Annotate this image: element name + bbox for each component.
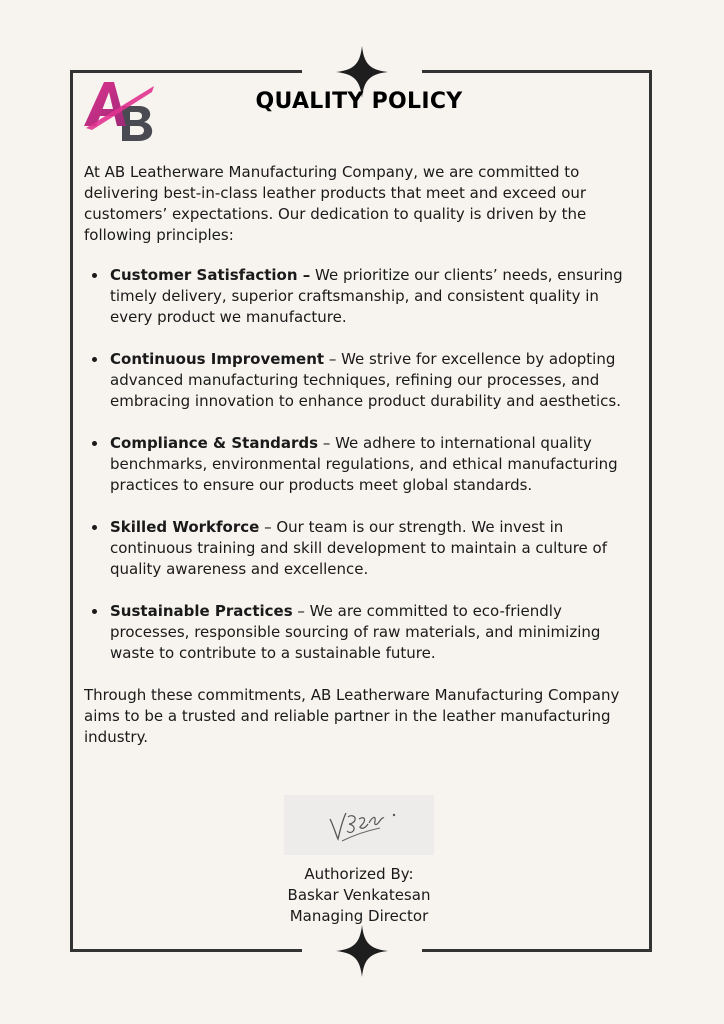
four-point-star-icon — [334, 923, 390, 979]
signature-image — [284, 795, 434, 855]
signatory-name: Baskar Venkatesan — [287, 886, 431, 904]
principle-term: Compliance & Standards — [110, 434, 319, 452]
list-item — [84, 433, 644, 496]
list-item — [84, 601, 644, 664]
authorization-block — [0, 864, 718, 927]
principle-text: – Our team is our strength. We invest in continuous training and skill development to maintain a culture of quality awareness and excellence. — [110, 518, 607, 578]
principle-term: Sustainable Practices — [110, 602, 293, 620]
star-ornament-bottom — [302, 923, 422, 979]
page-title: QUALITY POLICY — [255, 89, 463, 114]
list-item — [84, 349, 644, 412]
principle-text: – We adhere to international quality benchmarks, environmental regulations, and ethical manufacturing practices to ensure our products meet global standards. — [110, 434, 618, 494]
handwritten-signature-icon — [284, 795, 434, 855]
principle-text: – We are committed to eco-friendly processes, responsible sourcing of raw materials, and minimizing waste to contribute to a sustainable future. — [110, 602, 601, 662]
list-item — [84, 265, 644, 328]
policy-body — [84, 162, 644, 748]
closing-paragraph: Through these commitments, AB Leatherware Manufacturing Company aims to be a trusted and reliable partner in the leather manufacturing industry. — [84, 686, 620, 746]
intro-paragraph: At AB Leatherware Manufacturing Company, we are committed to delivering best-in-class leather products that meet and exceed our customers’ expectations. Our dedication to quality is driven by the following principles: — [84, 163, 587, 244]
principle-term: Skilled Workforce — [110, 518, 260, 536]
list-item — [84, 517, 644, 580]
authorized-by-label: Authorized By: — [304, 865, 414, 883]
principle-term: Continuous Improvement — [110, 350, 325, 368]
principle-term: Customer Satisfaction – — [110, 266, 311, 284]
principle-text: We prioritize our clients’ needs, ensuring timely delivery, superior craftsmanship, and consistent quality in every product we manufacture. — [110, 266, 623, 326]
principles-list — [84, 265, 644, 664]
principle-text: – We strive for excellence by adopting advanced manufacturing techniques, refining our processes, and embracing innovation to enhance product durability and aesthetics. — [110, 350, 621, 410]
signatory-title: Managing Director — [289, 907, 429, 925]
